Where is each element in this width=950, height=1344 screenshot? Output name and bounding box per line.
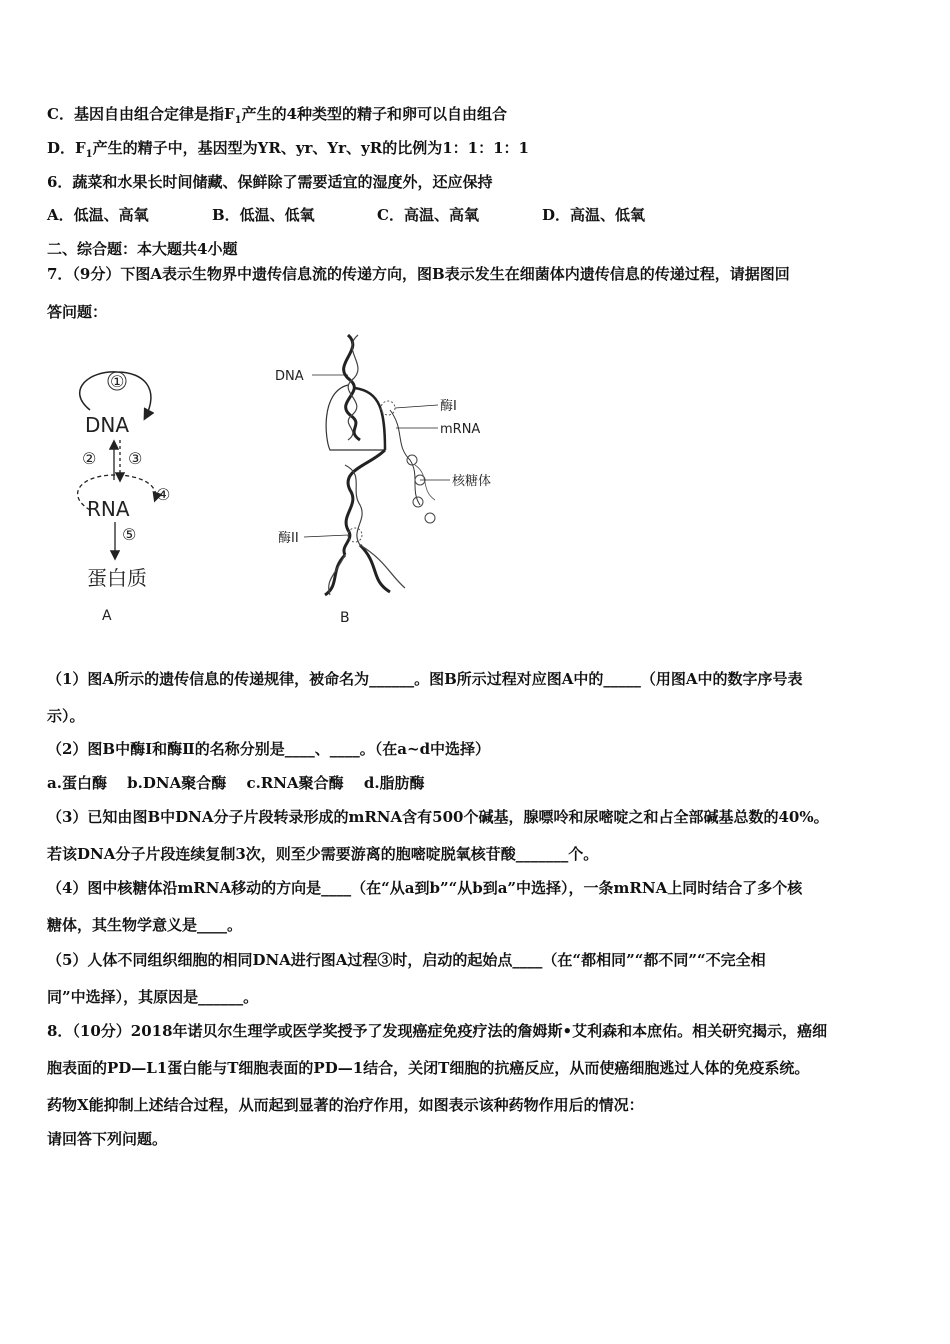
label-4: ④ [156,485,171,504]
label-rna: RNA [87,497,130,521]
question-7-line2: 答问题： [47,303,108,321]
question-7-line1: 7．（9分）下图A表示生物界中遗传信息流的传递方向，图B表示发生在细菌体内遗传信息的传递过程，请据图回 [47,265,790,283]
sub-question-1-line1: （1）图A所示的遗传信息的传递规律，被命名为______。图B所示过程对应图A中的_____（用图A中的数字序号表 [47,670,803,688]
q6-option-c: C．高温、高氧 [377,206,479,224]
figure-a-caption: A [102,608,112,624]
label-enzyme1: 酶I [440,399,457,414]
label-protein: 蛋白质 [87,566,147,590]
label-dna: DNA [85,413,130,437]
label-5: ⑤ [122,525,137,544]
sub-question-2: （2）图B中酶Ⅰ和酶Ⅱ的名称分别是____、____。（在a~d中选择） [47,740,491,758]
option-c-line: C．基因自由组合定律是指$F_1$产生的4种类型的精子和卵可以自由组合 [47,105,508,126]
figure-a [60,360,210,630]
sub-question-2-options: a.蛋白酶 b.DNA聚合酶 c.RNA聚合酶 d.脂肪酶 [47,774,425,792]
section-heading: 二、综合题：本大题共4小题 [47,240,238,258]
sub-question-4-line2: 糖体，其生物学意义是____。 [47,916,243,934]
sub-question-5-line2: 同”中选择），其原因是______。 [47,988,259,1006]
label-mrna: mRNA [440,422,481,437]
q6-option-b: B．低温、低氧 [212,206,315,224]
sub-question-1-line2: 示）。 [47,707,85,725]
question-6: 6．蔬菜和水果长时间储藏、保鲜除了需要适宜的湿度外，还应保持 [47,173,493,191]
question-8-line2: 胞表面的PD—L1蛋白能与T细胞表面的PD—1结合，关闭T细胞的抗癌反应，从而使癌细胞逃过人体的免疫系统。 [47,1059,810,1077]
label-dna-b: DNA [275,369,304,384]
sub-question-3-line1: （3）已知由图B中DNA分子片段转录形成的mRNA含有500个碱基，腺嘌呤和尿嘧啶之和占全部碱基总数的40%。 [47,808,829,826]
question-8-line4: 请回答下列问题。 [47,1130,168,1148]
option-d-line: D．$F_1$产生的精子中，基因型为YR、yr、Yr、yR的比例为1：1：1：1 [47,139,529,160]
label-2: ② [82,449,97,468]
figure-b-caption: B [340,610,350,626]
label-ribosome: 核糖体 [452,474,492,489]
q6-option-a: A．低温、高氧 [47,206,149,224]
sub-question-4-line1: （4）图中核糖体沿mRNA移动的方向是____（在“从a到b”“从b到a”中选择），一条mRNA上同时结合了多个核 [47,879,803,897]
sub-question-3-line2: 若该DNA分子片段连续复制3次，则至少需要游离的胞嘧啶脱氧核苷酸_______个。 [47,845,599,863]
sub-question-5-line1: （5）人体不同组织细胞的相同DNA进行图A过程③时，启动的起始点____（在“都相同”“都不同”“不完全相 [47,951,766,969]
label-enzyme2: 酶II [278,531,299,546]
q6-option-d: D．高温、低氧 [542,206,646,224]
label-1: ① [110,372,125,391]
label-3: ③ [128,449,143,468]
question-8-line3: 药物X能抑制上述结合过程，从而起到显著的治疗作用，如图表示该种药物作用后的情况： [47,1096,644,1114]
question-8-line1: 8．（10分）2018年诺贝尔生理学或医学奖授予了发现癌症免疫疗法的詹姆斯•艾利森和本庶佑。相关研究揭示，癌细 [47,1022,828,1040]
figure-b [270,330,510,630]
